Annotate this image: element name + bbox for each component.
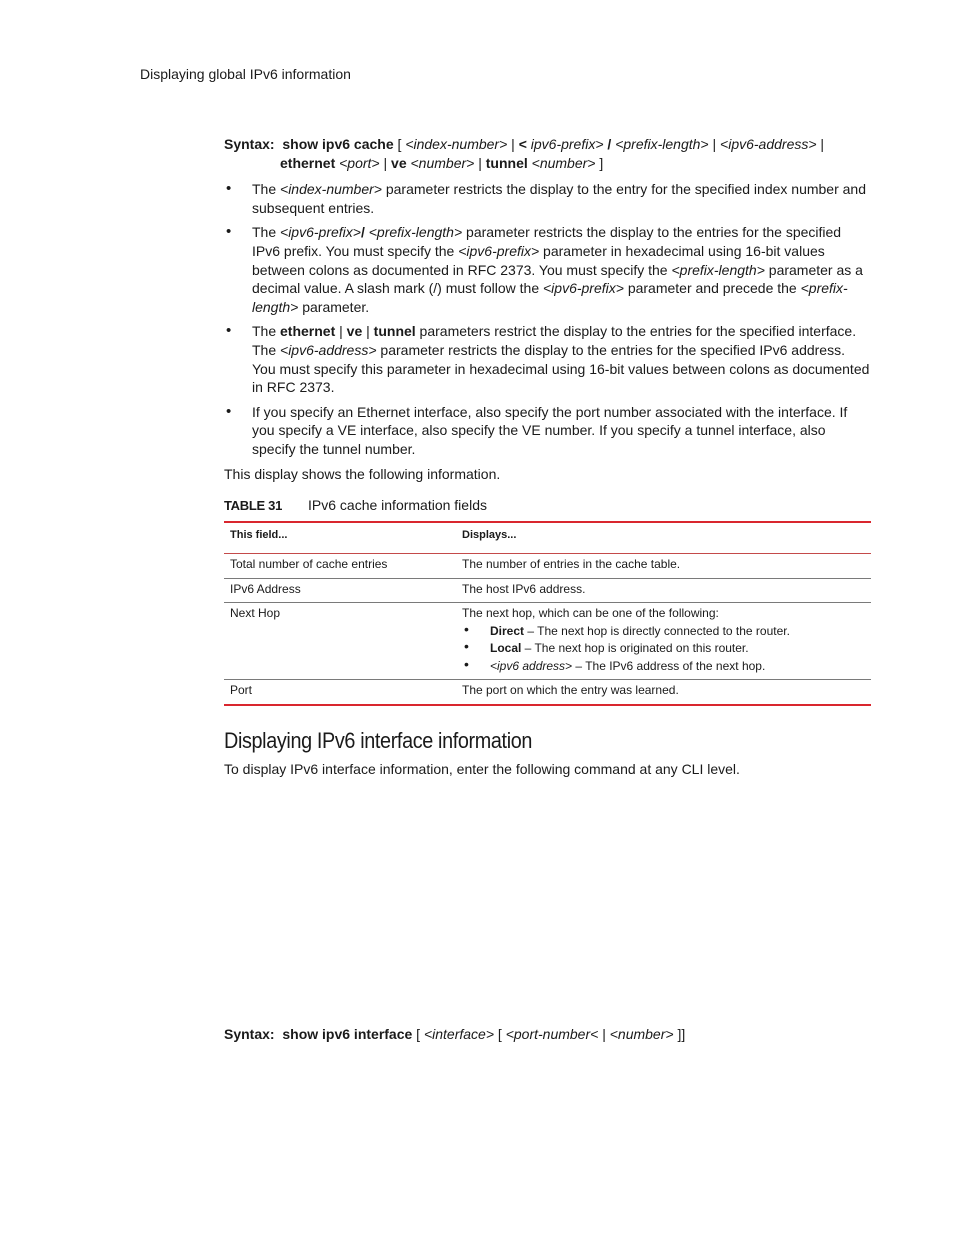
text: |: [335, 323, 347, 340]
text: |: [362, 323, 374, 340]
text: – The next hop is originated on this router.: [521, 641, 749, 656]
syntax-text: [: [494, 1026, 506, 1042]
list-item: [224, 322, 870, 396]
text: parameter.: [298, 298, 370, 315]
text: parameter in hexadecimal using 16-bit values between colons as documented in RFC 2373. You must specify the: [252, 242, 825, 278]
syntax-text: |: [379, 154, 392, 171]
list-item: [224, 223, 870, 316]
column-header-field: This field...: [224, 522, 456, 554]
field-cell: Total number of cache entries: [224, 554, 456, 579]
param-index-number: <index-number>: [405, 136, 508, 152]
desc-cell: The number of entries in the cache table.: [456, 554, 871, 579]
syntax-text: ]: [595, 154, 604, 171]
keyword-ethernet: ethernet: [280, 154, 336, 171]
syntax-text: |: [598, 1026, 610, 1042]
syntax-text: |: [507, 136, 519, 152]
field-cell: Next Hop: [224, 603, 456, 680]
text: – The IPv6 address of the next hop.: [572, 658, 766, 673]
list-item: • If you specify an Ethernet interface, also specify the port number associated with the interface. If you specify a VE interface, also specify the VE number. If you specify a tunnel interface, also specify the tunnel number.: [224, 403, 870, 459]
keyword-ve: ve: [346, 323, 363, 340]
syntax-show-ipv6-cache: [224, 135, 870, 172]
parameter-list: [224, 180, 870, 458]
table-row: [224, 680, 871, 705]
text: – The next hop is directly connected to the router.: [524, 623, 790, 638]
syntax-text: [: [393, 136, 406, 152]
list-item: [462, 623, 865, 641]
param-ref: <ipv6-prefix>: [458, 242, 540, 259]
table-row: [224, 578, 871, 603]
table-caption: [224, 496, 870, 516]
param-ref: <prefix-length>: [671, 261, 765, 278]
command-name: show ipv6 cache: [282, 136, 394, 152]
syntax-show-ipv6-interface: [224, 1025, 685, 1044]
syntax-bracket: <: [518, 136, 527, 152]
desc-cell: The port on which the entry was learned.: [456, 680, 871, 705]
syntax-text: ]]: [673, 1026, 686, 1042]
desc-text: The next hop, which can be one of the following:: [462, 606, 719, 621]
syntax-text: |: [474, 154, 486, 171]
list-item: [462, 658, 865, 676]
main-content: [224, 135, 870, 779]
text: The: [252, 181, 281, 198]
table-row: [224, 554, 871, 579]
term: <ipv6 address>: [490, 658, 573, 673]
keyword-tunnel: tunnel: [373, 323, 416, 340]
keyword-ve: ve: [391, 154, 407, 171]
field-cell: IPv6 Address: [224, 578, 456, 603]
keyword-ethernet: ethernet: [280, 323, 336, 340]
syntax-text: |: [816, 136, 825, 152]
list-item: [224, 180, 870, 217]
ipv6-cache-fields-table: [224, 521, 871, 706]
term: Direct: [490, 623, 525, 638]
param-ref: <ipv6-prefix>: [280, 224, 361, 241]
table-row: [224, 603, 871, 680]
column-header-displays: Displays...: [456, 522, 871, 554]
param-ipv6-address: <ipv6-address>: [720, 136, 817, 152]
param-port-number: <port-number<: [505, 1026, 599, 1042]
text: The: [252, 224, 281, 241]
param-ipv6-prefix: ipv6-prefix>: [526, 136, 604, 152]
desc-cell: [456, 603, 871, 680]
table-number: TABLE 31: [224, 498, 283, 514]
param-number: <number>: [410, 154, 475, 171]
param-interface: <interface>: [423, 1026, 495, 1042]
table-title: IPv6 cache information fields: [308, 497, 487, 514]
param-ref: <index-number>: [280, 181, 382, 198]
text: /: [360, 224, 369, 241]
display-intro: This display shows the following information.: [224, 465, 501, 482]
text: parameter restricts the display to the entry for the specified index number and subsequent entries.: [252, 181, 866, 216]
param-ref: <ipv6-address>: [280, 341, 377, 358]
keyword-tunnel: tunnel: [485, 154, 528, 171]
text: parameter restricts the display to the entries for the specified IPv6 address. You must specify this parameter in hexadecimal using 16-bit values between colons as documented in RFC 2373.: [252, 341, 870, 396]
next-hop-list: [462, 623, 865, 676]
section-heading: Displaying IPv6 interface information: [224, 727, 533, 753]
syntax-text: [: [412, 1026, 424, 1042]
table-header-row: [224, 522, 871, 554]
text: parameters restrict the display to the entries for the specified interface. The: [252, 323, 857, 358]
syntax-text: |: [708, 136, 721, 152]
param-port: <port>: [335, 154, 380, 171]
text: parameter as a decimal value. A slash mark (/) must follow the: [252, 261, 863, 297]
running-head: Displaying global IPv6 information: [140, 66, 351, 82]
command-name: show ipv6 interface: [282, 1026, 413, 1042]
text: parameter and precede the: [623, 280, 801, 297]
syntax-label: Syntax:: [224, 136, 275, 152]
param-number: <number>: [531, 154, 596, 171]
text: parameter restricts the display to the entries for the specified IPv6 prefix. You must specify the: [252, 224, 842, 259]
param-prefix-length: <prefix-length>: [615, 136, 709, 152]
list-item: [462, 640, 865, 658]
field-cell: Port: [224, 680, 456, 705]
syntax-line-2: [224, 154, 870, 173]
param-number: <number>: [609, 1026, 674, 1042]
syntax-label: Syntax:: [224, 1026, 275, 1042]
desc-cell: The host IPv6 address.: [456, 578, 871, 603]
param-ref: <prefix-length>: [252, 280, 848, 315]
text: The: [252, 323, 281, 340]
term: Local: [490, 641, 522, 656]
param-ref: <ipv6-prefix>: [543, 280, 624, 297]
syntax-slash: /: [603, 136, 616, 152]
param-ref: <prefix-length>: [368, 224, 463, 241]
section-intro: To display IPv6 interface information, enter the following command at any CLI level.: [224, 761, 740, 778]
